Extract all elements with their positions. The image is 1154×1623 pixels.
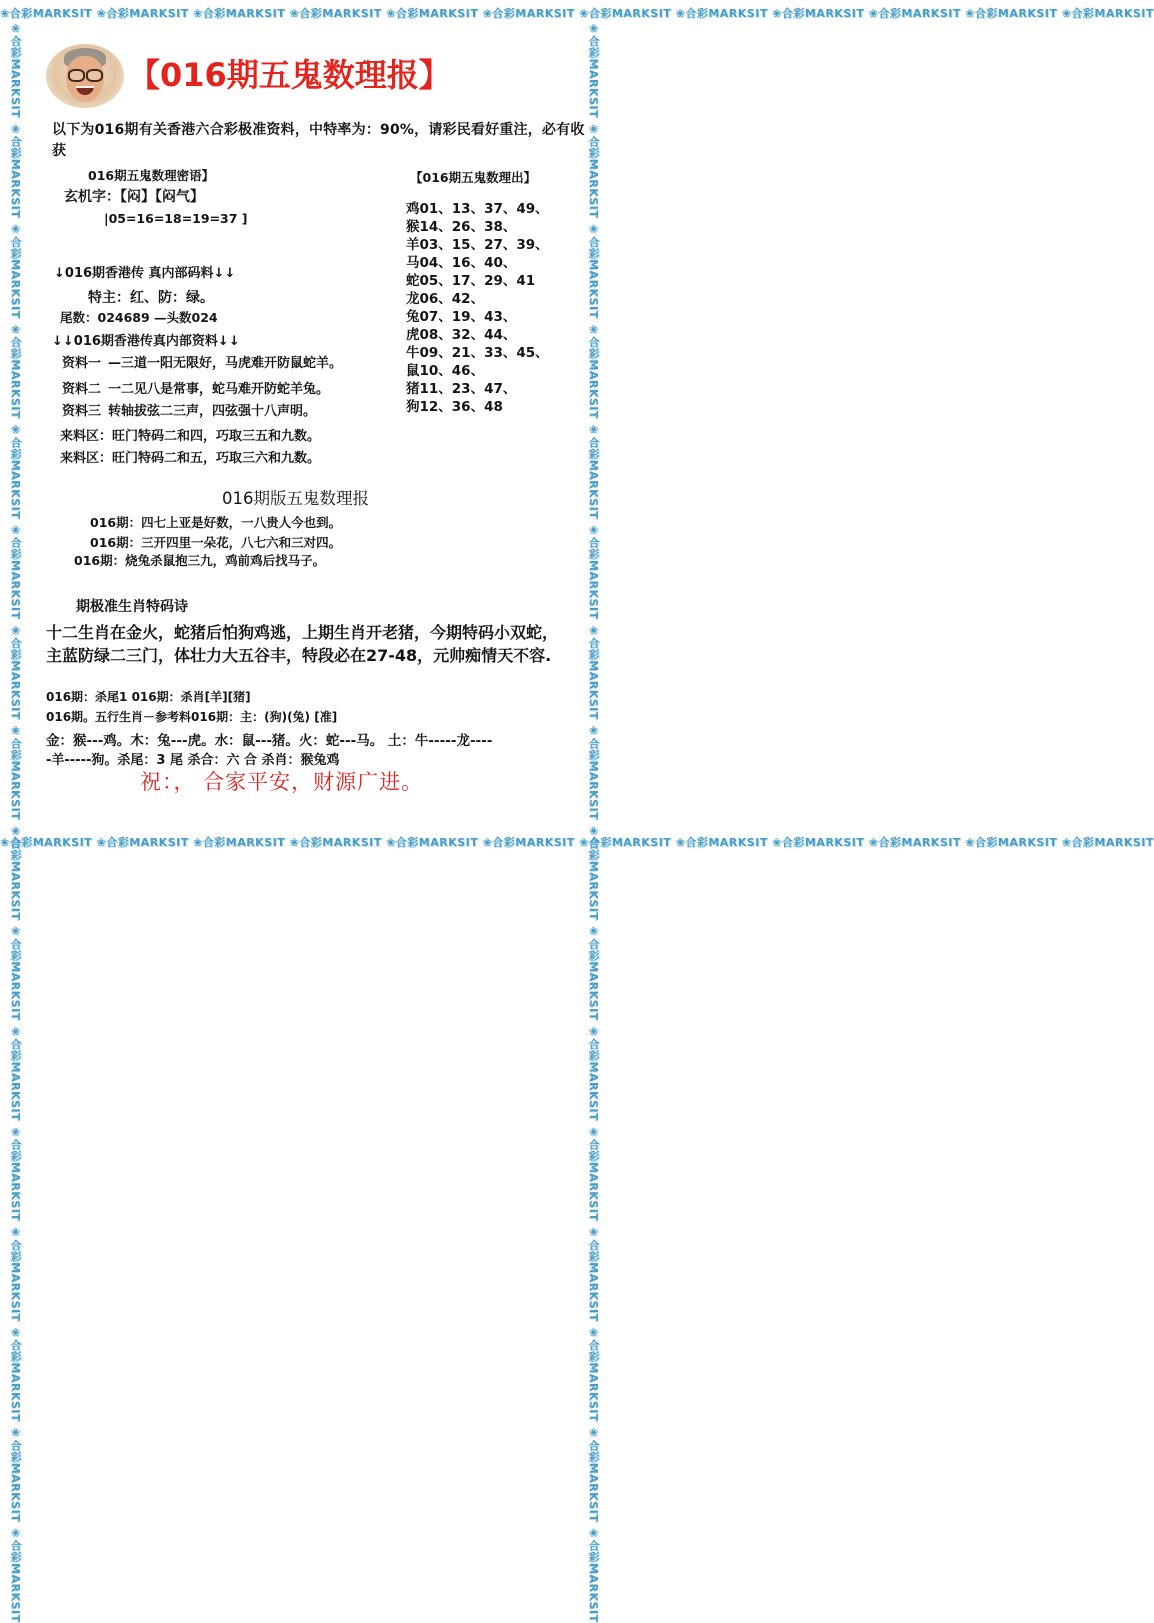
page-title: 【016期五鬼数理报】 bbox=[128, 56, 451, 94]
poem-line-1: 十二生肖在金火，蛇猪后怕狗鸡逃，上期生肖开老猪，今期特码小双蛇， bbox=[46, 623, 559, 642]
avatar-glasses-left bbox=[68, 69, 85, 82]
poem-title: 期极准生肖特码诗 bbox=[76, 599, 188, 615]
zodiac-row: 猴14、26、38、 bbox=[406, 219, 517, 235]
zodiac-row: 鸡01、13、37、49、 bbox=[406, 201, 549, 217]
avatar bbox=[46, 44, 124, 108]
zodiac-row: 鼠10、46、 bbox=[406, 363, 485, 379]
info-item-2 bbox=[62, 378, 329, 397]
source-area-2: 来料区：旺门特码二和五，巧取三六和九数。 bbox=[60, 451, 321, 466]
zodiac-row: 兔07、19、43、 bbox=[406, 309, 517, 325]
footer-line-1: 016期：杀尾1 016期：杀肖[羊][猪] bbox=[46, 690, 251, 704]
zodiac-row: 龙06、42、 bbox=[406, 291, 485, 307]
zodiac-row: 虎08、32、44、 bbox=[406, 327, 517, 343]
info-item-text: 一二见八是常事，蛇马难开防蛇羊兔。 bbox=[108, 382, 330, 397]
intro-line-1: 以下为016期有关香港六合彩极准资料，中特率为：90%，请彩民看好重注，必有收 bbox=[52, 122, 585, 138]
numbers-out-heading: 【016期五鬼数理出】 bbox=[410, 170, 537, 185]
intro-line-2: 获 bbox=[52, 143, 67, 159]
avatar-glasses-right bbox=[86, 69, 103, 82]
xuanji-words: 玄机字：【闷】【闷气】 bbox=[64, 189, 204, 205]
info-item-text: 转轴拔弦二三声，四弦强十八声明。 bbox=[108, 404, 317, 419]
zodiac-row: 猪11、23、47、 bbox=[406, 381, 517, 397]
tail-head-numbers: 尾数：024689 —头数024 bbox=[60, 310, 218, 325]
border-right: ❀合彩MARKSIT ❀合彩MARKSIT ❀合彩MARKSIT ❀合彩MARKSIT ❀合彩MARKSIT ❀合彩MARKSIT ❀合彩MARKSIT ❀合彩MARKSIT ❀合彩MARKSIT ❀合彩MARKSIT ❀合彩MARKSIT ❀合彩MARKSIT ❀合彩MARKSIT ❀合彩MARKSIT ❀合彩MARKSIT ❀合彩MARKSIT bbox=[587, 22, 600, 1623]
zodiac-row: 狗12、36、48 bbox=[406, 399, 503, 415]
version-title: 016期版五鬼数理报 bbox=[222, 489, 369, 508]
info-item-label: 资料二 bbox=[62, 382, 102, 397]
inside-heading-1: ↓016期香港传 真内部码料↓↓ bbox=[54, 266, 236, 281]
secret-heading: 016期五鬼数理密语】 bbox=[88, 168, 215, 183]
info-item-3 bbox=[62, 400, 316, 419]
info-item-1 bbox=[62, 352, 342, 371]
zodiac-row: 蛇05、17、29、41 bbox=[406, 273, 536, 289]
secret-numbers: |05=16=18=19=37 ] bbox=[104, 211, 248, 226]
version-line-2: 016期：三开四里一朵花，八七六和三对四。 bbox=[90, 535, 342, 550]
footer-line-2: 016期。五行生肖－参考料016期：主：(狗)(兔) [准] bbox=[46, 710, 338, 724]
border-left: ❀合彩MARKSIT ❀合彩MARKSIT ❀合彩MARKSIT ❀合彩MARKSIT ❀合彩MARKSIT ❀合彩MARKSIT ❀合彩MARKSIT ❀合彩MARKSIT ❀合彩MARKSIT ❀合彩MARKSIT ❀合彩MARKSIT ❀合彩MARKSIT ❀合彩MARKSIT ❀合彩MARKSIT ❀合彩MARKSIT ❀合彩MARKSIT bbox=[9, 22, 22, 1623]
inside-heading-2: ↓↓016期香港传真内部资料↓↓ bbox=[52, 334, 240, 349]
info-item-label: 资料三 bbox=[62, 404, 102, 419]
version-line-1: 016期：四七上亚是好数，一八贵人今也到。 bbox=[90, 515, 342, 530]
footer-line-4: -羊-----狗。杀尾：3 尾 杀合：六 合 杀肖：猴兔鸡 bbox=[46, 753, 340, 768]
source-area-1: 来料区：旺门特码二和四，巧取三五和九数。 bbox=[60, 429, 321, 444]
info-item-label: 资料一 bbox=[62, 356, 102, 371]
zodiac-row: 羊03、15、27、39、 bbox=[406, 237, 549, 253]
poem-line-2: 主蓝防绿二三门，体壮力大五谷丰，特段必在27-48，元帅痴情天不容. bbox=[46, 646, 552, 665]
info-item-text: —三道一阳无限好，马虎难开防鼠蛇羊。 bbox=[108, 356, 343, 371]
blessing-text: 祝：， 合家平安，财源广进。 bbox=[140, 770, 424, 794]
special-colors: 特主：红、防：绿。 bbox=[88, 290, 214, 306]
footer-line-3: 金：猴---鸡。木：兔---虎。水：鼠---猪。火：蛇---马。 土：牛-----龙---- bbox=[46, 733, 493, 749]
border-top: ❀合彩MARKSIT ❀合彩MARKSIT ❀合彩MARKSIT ❀合彩MARKSIT ❀合彩MARKSIT ❀合彩MARKSIT ❀合彩MARKSIT ❀合彩MARKSIT ❀合彩MARKSIT ❀合彩MARKSIT ❀合彩MARKSIT ❀合彩MARKSIT bbox=[0, 7, 1154, 20]
zodiac-row: 牛09、21、33、45、 bbox=[406, 345, 549, 361]
zodiac-row: 马04、16、40、 bbox=[406, 255, 517, 271]
version-line-3: 016期：烧兔杀鼠抱三九，鸡前鸡后找马子。 bbox=[74, 553, 326, 568]
border-bottom: ❀合彩MARKSIT ❀合彩MARKSIT ❀合彩MARKSIT ❀合彩MARKSIT ❀合彩MARKSIT ❀合彩MARKSIT ❀合彩MARKSIT ❀合彩MARKSIT ❀合彩MARKSIT ❀合彩MARKSIT ❀合彩MARKSIT ❀合彩MARKSIT bbox=[0, 836, 1154, 849]
